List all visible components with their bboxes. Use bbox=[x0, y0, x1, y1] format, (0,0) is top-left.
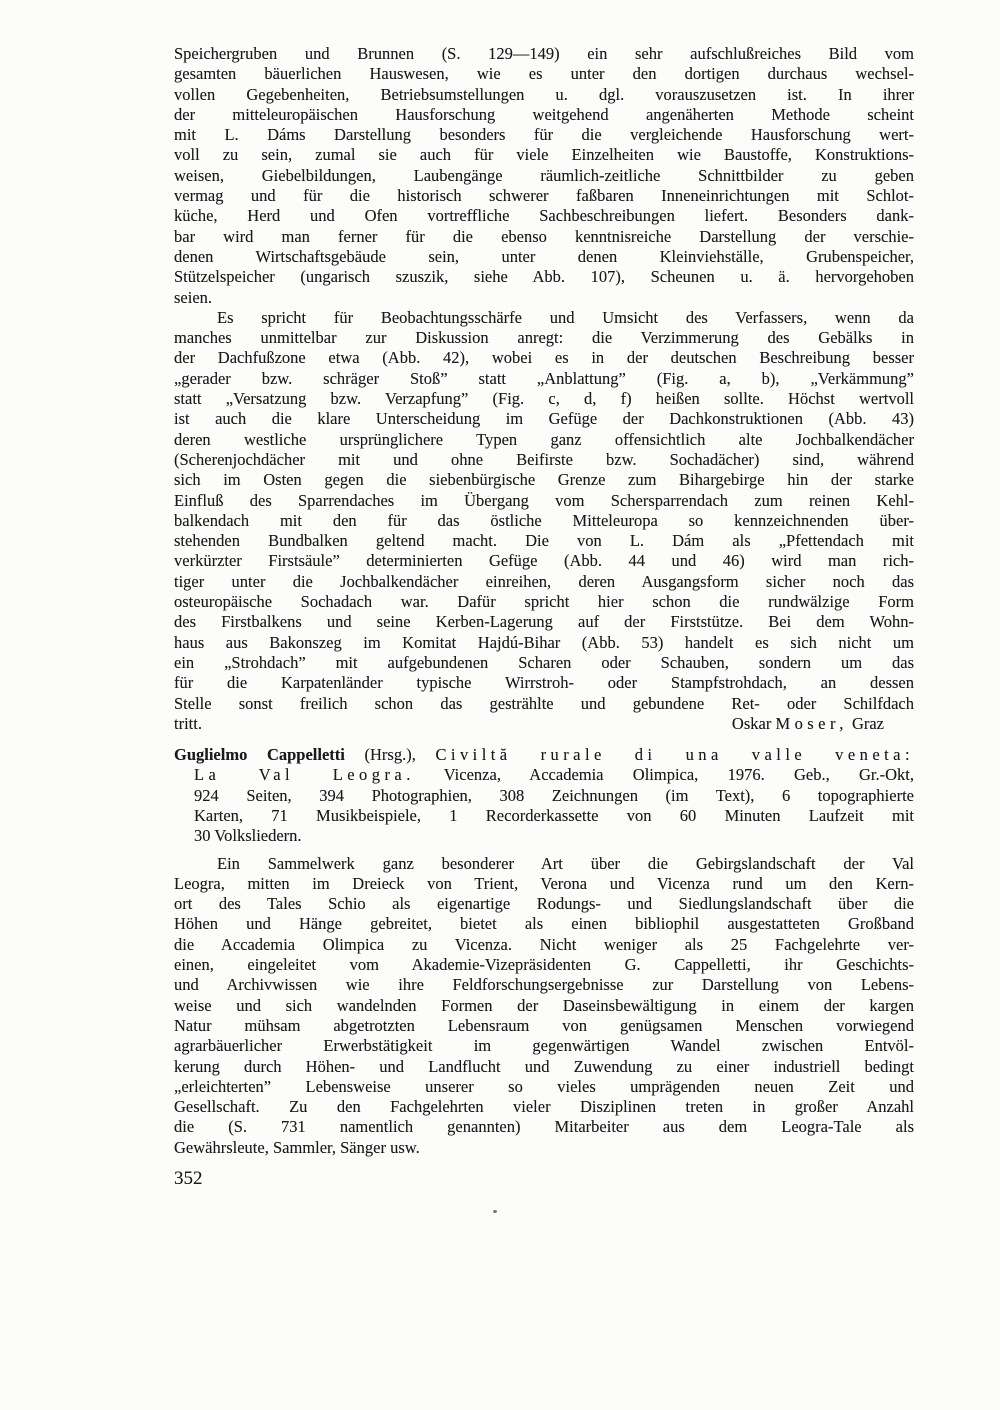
text-line: vollen Gegebenheiten, Betriebsumstellungen u. dgl. vorauszusetzen ist. In ihrer bbox=[174, 84, 914, 104]
text-line: Ein Sammelwerk ganz besonderer Art über die Gebirgslandschaft der Val bbox=[217, 853, 914, 873]
text-line: für die Karpatenländer typische Wirrstroh- oder Stampfstrohdach, an dessen bbox=[174, 673, 914, 693]
text-line: Es spricht für Beobachtungsschärfe und Umsicht des Verfassers, wenn da bbox=[217, 307, 914, 327]
spaced-title-text: La Val Leogra. bbox=[194, 765, 415, 785]
text-line: einen, eingeleitet vom Akademie-Vizepräsidenten G. Cappelletti, ihr Geschichts- bbox=[174, 955, 914, 975]
text-line: ort des Tales Schio als eigenartige Rodungs- und Siedlungslandschaft über die bbox=[174, 894, 914, 914]
text-line: Stelle sonst freilich schon das gestrählte und gebundene Ret- oder Schilfdach bbox=[174, 693, 914, 713]
text-line: denen Wirtschaftsgebäude sein, unter denen Kleinviehställe, Grubenspeicher, bbox=[174, 246, 914, 266]
text-line: mit L. Dáms Darstellung besonders für die vergleichende Hausforschung wert- bbox=[174, 125, 914, 145]
text-line: sich im Osten gegen die siebenbürgische Grenze zum Bihargebirge hin der starke bbox=[174, 470, 914, 490]
text-segment: Graz bbox=[847, 713, 884, 733]
spaced-title-text: Moser, bbox=[775, 713, 848, 733]
scan-speck-artifact bbox=[493, 1210, 497, 1213]
text-line: agrarbäuerlicher Erwerbstätigkeit im gegenwärtigen Wandel zwischen Entvöl- bbox=[174, 1036, 914, 1056]
page-number: 352 bbox=[174, 1168, 203, 1190]
text-line: der Dachfußzone etwa (Abb. 42), wobei es in der deutschen Beschreibung besser bbox=[174, 348, 914, 368]
reviewer-signature bbox=[732, 714, 914, 734]
editor-name: Guglielmo Cappelletti bbox=[174, 745, 345, 765]
text-line: vermag und für die historisch schwerer faßbaren Inneneinrichtungen mit Schlot- bbox=[174, 186, 914, 206]
text-line: Gewährsleute, Sammler, Sänger usw. bbox=[174, 1137, 420, 1157]
text-line: bar wird man ferner für die ebenso kenntnisreiche Darstellung der verschie- bbox=[174, 226, 914, 246]
text-line: (Scherenjochdächer mit und ohne Beifirste bzw. Sochadächer) sind, während bbox=[174, 449, 914, 469]
text-line: Leogra, mitten im Dreieck von Trient, Verona und Vicenza rund um den Kern- bbox=[174, 873, 914, 893]
text-line bbox=[174, 745, 914, 765]
text-line: „gerader bzw. schräger Stoß” statt „Anblattung” (Fig. a, b), „Verkämmung” bbox=[174, 368, 914, 388]
text-line: der mitteleuropäischen Hausforschung weitgehend angenäherten Methode scheint bbox=[174, 104, 914, 124]
text-line: balkendach mit den für das östliche Mitteleuropa so kennzeichnenden über- bbox=[174, 510, 914, 530]
text-line bbox=[174, 714, 914, 734]
text-line: voll zu sein, zumal sie auch für viele Einzelheiten wie Baustoffe, Konstruktions- bbox=[174, 145, 914, 165]
text-line: ein „Strohdach” mit aufgebundenen Scharen oder Schauben, sondern um das bbox=[174, 652, 914, 672]
text-line: 924 Seiten, 394 Photographien, 308 Zeichnungen (im Text), 6 topographierte bbox=[194, 785, 914, 805]
text-line: weise und sich wandelnden Formen der Daseinsbewältigung in einem der kargen bbox=[174, 995, 914, 1015]
spaced-title-text: Civiltă rurale di una valle veneta: bbox=[435, 745, 914, 765]
text-line: kerung durch Höhen- und Landflucht und Zuwendung zu einer industriell bedingt bbox=[174, 1056, 914, 1076]
review-2-paragraph bbox=[174, 854, 914, 1158]
text-line: die Accademia Olimpica zu Vicenza. Nicht weniger als 25 Fachgelehrte ver- bbox=[174, 934, 914, 954]
text-blocks bbox=[174, 44, 914, 1158]
text-line: Karten, 71 Musikbeispiele, 1 Recorderkassette von 60 Minuten Laufzeit mit bbox=[194, 805, 914, 825]
text-segment: Vicenza, Accademia Olimpica, 1976. Geb., Gr.-Okt, bbox=[414, 765, 914, 785]
review-1-continuation bbox=[174, 44, 914, 308]
text-line: Gesellschaft. Zu den Fachgelehrten vieler Disziplinen treten in großer Anzahl bbox=[174, 1097, 914, 1117]
text-line: gesamten bäuerlichen Hauswesen, wie es unter den dortigen durchaus wechsel- bbox=[174, 64, 914, 84]
text-line: 30 Volksliedern. bbox=[194, 826, 302, 846]
text-segment: tritt. bbox=[174, 713, 202, 733]
text-line: weisen, Giebelbildungen, Laubengänge räumlich-zeitliche Schnittbilder zu geben bbox=[174, 165, 914, 185]
text-line: ist auch die klare Unterscheidung im Gefüge der Dachkonstruktionen (Abb. 43) bbox=[174, 409, 914, 429]
text-segment: (Hrsg.), bbox=[344, 745, 436, 765]
text-line: Natur mühsam abgetrotzten Lebensraum von genügsamen Menschen vorwiegend bbox=[174, 1015, 914, 1035]
text-line: Speichergruben und Brunnen (S. 129—149) ein sehr aufschlußreiches Bild vom bbox=[174, 44, 914, 63]
text-line: die (S. 731 namentlich genannten) Mitarbeiter aus dem Leogra-Tale als bbox=[174, 1117, 914, 1137]
text-line: des Firstbalkens und seine Kerben-Lagerung auf der Firststütze. Bei dem Wohn- bbox=[174, 612, 914, 632]
text-line: tiger unter die Jochbalkendächer einreihen, deren Ausgangsform sicher noch das bbox=[174, 571, 914, 591]
text-line: stehenden Bundbalken geltend macht. Die von L. Dám als „Pfettendach mit bbox=[174, 531, 914, 551]
page-text bbox=[174, 44, 914, 1190]
text-line: küche, Herd und Ofen vortreffliche Sachbeschreibungen liefert. Besonders dank- bbox=[174, 206, 914, 226]
bibliography-entry bbox=[174, 745, 914, 846]
text-segment: Oskar bbox=[731, 713, 776, 733]
text-line: Stützelspeicher (ungarisch szuszik, siehe Abb. 107), Scheunen u. ä. hervorgehoben bbox=[174, 267, 914, 287]
text-line: deren westliche ursprünglichere Typen ganz offensichtlich alte Jochbalkendächer bbox=[174, 429, 914, 449]
text-line: und Archivwissen wie ihre Feldforschungsergebnisse zur Darstellung von Lebens- bbox=[174, 975, 914, 995]
text-line: Einfluß des Sparrendaches im Übergang vom Schersparrendach zum reinen Kehl- bbox=[174, 490, 914, 510]
text-line bbox=[194, 765, 914, 785]
text-line: Höhen und Hänge gebreitet, bietet als einen bibliophil ausgestatteten Großband bbox=[174, 914, 914, 934]
text-line: „erleichterten” Lebensweise unserer so vieles umprägenden neuen Zeit und bbox=[174, 1076, 914, 1096]
text-line: verkürzter Firstsäule” determinierten Gefüge (Abb. 44 und 46) wird man rich- bbox=[174, 551, 914, 571]
text-line: statt „Versatzung bzw. Verzapfung” (Fig. c, d, f) heißen sollte. Höchst wertvoll bbox=[174, 389, 914, 409]
review-1-paragraph-2 bbox=[174, 308, 914, 734]
text-line: haus aus Bakonszeg im Komitat Hajdú-Bihar (Abb. 53) handelt es sich nicht um bbox=[174, 632, 914, 652]
text-line: osteuropäische Sochadach war. Dafür spricht hier schon die rundwälzige Form bbox=[174, 592, 914, 612]
text-line: manches unmittelbar zur Diskussion anregt: die Verzimmerung des Gebälks in bbox=[174, 328, 914, 348]
text-line: seien. bbox=[174, 287, 213, 307]
